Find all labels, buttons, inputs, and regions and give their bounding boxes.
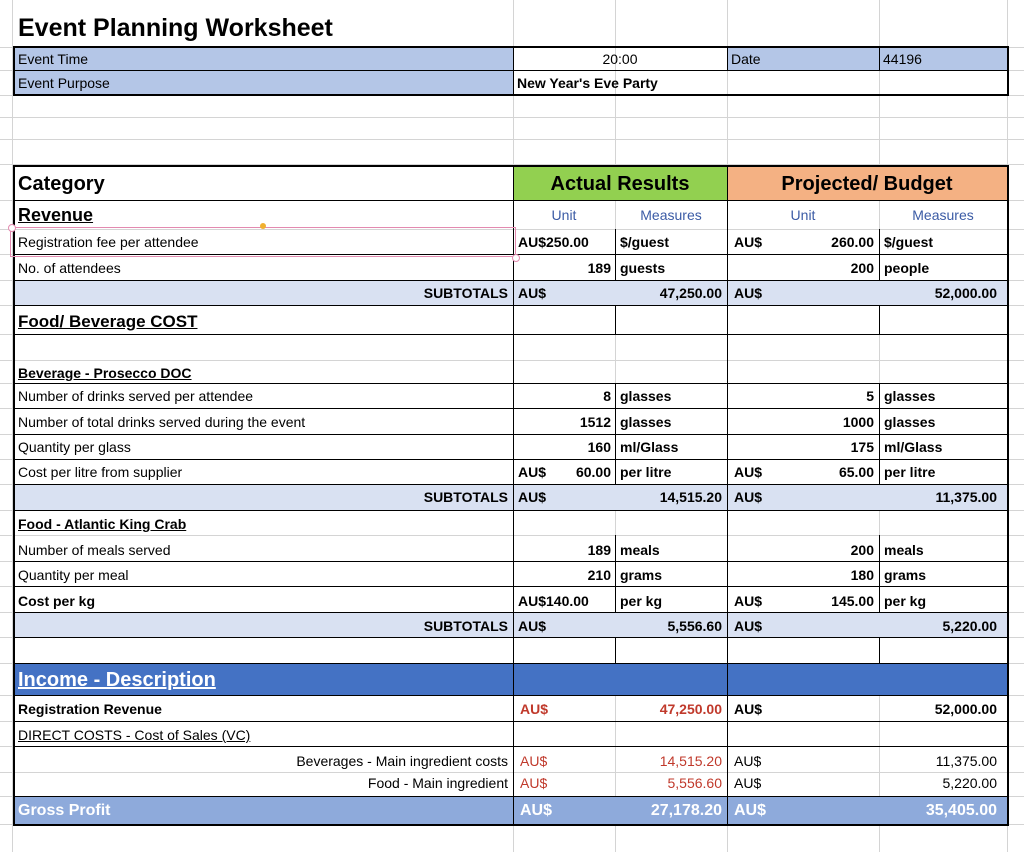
food-cost-proj-currency: AU$	[734, 775, 762, 791]
food-cost-proj[interactable]: 5,220.00	[942, 775, 997, 791]
food-row-proj-unit[interactable]: per kg	[884, 593, 927, 609]
food-cost-actual[interactable]: 5,556.60	[667, 775, 722, 791]
bev-row-proj[interactable]: 5	[866, 388, 874, 404]
bev-row-proj-unit[interactable]: ml/Glass	[884, 439, 943, 455]
food-beverage-heading: Food/ Beverage COST	[18, 312, 198, 331]
beverage-subtotal-label: SUBTOTALS	[423, 489, 508, 505]
revenue-subtotal-actual[interactable]: 47,250.00	[659, 285, 722, 301]
bev-cost-proj-currency: AU$	[734, 753, 762, 769]
food-subtotal-proj[interactable]: 5,220.00	[942, 618, 997, 634]
food-subtotal-actual[interactable]: 5,556.60	[667, 618, 722, 634]
gross-profit-actual-currency: AU$	[520, 802, 553, 819]
bev-row-proj-unit[interactable]: glasses	[884, 414, 936, 430]
header-box	[13, 46, 1009, 96]
registration-revenue-proj-currency: AU$	[734, 701, 763, 717]
projected-budget-header: Projected/ Budget	[781, 173, 953, 195]
event-purpose-label: Event Purpose	[18, 75, 110, 91]
direct-costs-label: DIRECT COSTS - Cost of Sales (VC)	[18, 727, 251, 743]
bev-cost-label[interactable]: Beverages - Main ingredient costs	[296, 753, 508, 769]
bev-row-proj[interactable]: 1000	[842, 414, 874, 430]
bev-cost-actual-currency: AU$	[520, 753, 548, 769]
actual-unit-header: Unit	[551, 207, 577, 223]
beverage-subtotal-actual[interactable]: 14,515.20	[659, 489, 722, 505]
bev-row-label[interactable]: Number of total drinks served during the event	[18, 414, 306, 430]
food-row-actual[interactable]: 189	[587, 542, 611, 558]
bev-row-actual-unit[interactable]: glasses	[620, 414, 672, 430]
attendees-actual[interactable]: 189	[587, 260, 611, 276]
gross-profit-proj[interactable]: 35,405.00	[925, 802, 997, 819]
food-row-label[interactable]: Cost per kg	[18, 593, 96, 609]
bev-row-proj[interactable]: 65.00	[838, 464, 874, 480]
revenue-subtotal-proj-currency: AU$	[734, 285, 763, 301]
food-row-proj[interactable]: 180	[850, 567, 874, 583]
beverage-subtotal-proj-currency: AU$	[734, 489, 763, 505]
food-subtotal-actual-currency: AU$	[518, 618, 547, 634]
selection-handle-corner[interactable]	[512, 254, 520, 262]
beverage-subtotal-proj[interactable]: 11,375.00	[935, 489, 997, 505]
fee-proj[interactable]: 260.00	[831, 234, 874, 250]
selection-handle-top[interactable]	[260, 223, 266, 229]
registration-revenue-actual-currency: AU$	[520, 701, 549, 717]
fee-actual-unit[interactable]: $/guest	[620, 234, 670, 250]
food-row-actual-unit[interactable]: grams	[620, 567, 663, 583]
registration-revenue-proj[interactable]: 52,000.00	[934, 701, 997, 717]
date-label: Date	[731, 51, 761, 67]
attendees-label[interactable]: No. of attendees	[18, 260, 121, 276]
bev-cost-proj[interactable]: 11,375.00	[935, 753, 997, 769]
revenue-heading: Revenue	[18, 205, 94, 225]
food-row-actual-unit[interactable]: per kg	[620, 593, 663, 609]
food-row-actual[interactable]: 210	[587, 567, 611, 583]
bev-row-actual-unit[interactable]: per litre	[620, 464, 672, 480]
fee-label[interactable]: Registration fee per attendee	[18, 234, 199, 250]
bev-cost-actual[interactable]: 14,515.20	[659, 753, 722, 769]
event-time-label: Event Time	[18, 51, 89, 67]
selection-handle[interactable]	[8, 224, 16, 232]
actual-measures-header: Measures	[640, 207, 702, 223]
bev-row-label[interactable]: Number of drinks served per attendee	[18, 388, 254, 404]
projected-unit-header: Unit	[790, 207, 816, 223]
food-row-actual[interactable]: AU$140.00	[518, 593, 589, 609]
bev-row-actual-unit[interactable]: glasses	[620, 388, 672, 404]
food-row-proj[interactable]: 145.00	[831, 593, 874, 609]
actual-results-header: Actual Results	[550, 173, 690, 195]
event-purpose-value[interactable]: New Year's Eve Party	[517, 75, 658, 91]
event-time-value[interactable]: 20:00	[602, 51, 638, 67]
category-header: Category	[18, 173, 105, 195]
revenue-subtotal-label: SUBTOTALS	[423, 285, 508, 301]
food-row-proj-unit[interactable]: grams	[884, 567, 927, 583]
revenue-subtotal-proj[interactable]: 52,000.00	[934, 285, 997, 301]
food-row-actual-unit[interactable]: meals	[620, 542, 660, 558]
date-value[interactable]: 44196	[883, 51, 922, 67]
projected-measures-header: Measures	[912, 207, 974, 223]
bev-row-proj-currency[interactable]: AU$	[734, 464, 763, 480]
food-heading: Food - Atlantic King Crab	[18, 516, 187, 532]
registration-revenue-actual[interactable]: 47,250.00	[659, 701, 722, 717]
beverage-subtotal-actual-currency: AU$	[518, 489, 547, 505]
gross-profit-proj-currency: AU$	[734, 802, 767, 819]
sheet-title: Event Planning Worksheet	[18, 14, 333, 42]
bev-row-proj-unit[interactable]: per litre	[884, 464, 936, 480]
attendees-actual-unit[interactable]: guests	[620, 260, 666, 276]
attendees-proj[interactable]: 200	[850, 260, 874, 276]
fee-actual[interactable]: AU$250.00	[518, 234, 589, 250]
registration-revenue-label[interactable]: Registration Revenue	[18, 701, 162, 717]
food-row-label[interactable]: Quantity per meal	[18, 567, 129, 583]
bev-row-proj[interactable]: 175	[850, 439, 874, 455]
revenue-subtotal-actual-currency: AU$	[518, 285, 547, 301]
food-row-label[interactable]: Number of meals served	[18, 542, 171, 558]
bev-row-label[interactable]: Quantity per glass	[18, 439, 131, 455]
bev-row-proj-unit[interactable]: glasses	[884, 388, 936, 404]
bev-row-actual[interactable]: 8	[603, 388, 611, 404]
bev-row-actual[interactable]: 1512	[579, 414, 611, 430]
bev-row-actual-currency[interactable]: AU$	[518, 464, 547, 480]
bev-row-label[interactable]: Cost per litre from supplier	[18, 464, 183, 480]
bev-row-actual[interactable]: 160	[587, 439, 611, 455]
food-row-proj-unit[interactable]: meals	[884, 542, 924, 558]
gross-profit-actual[interactable]: 27,178.20	[650, 802, 722, 819]
attendees-proj-unit[interactable]: people	[884, 260, 930, 276]
food-row-proj[interactable]: 200	[850, 542, 874, 558]
fee-proj-unit[interactable]: $/guest	[884, 234, 934, 250]
bev-row-actual-unit[interactable]: ml/Glass	[620, 439, 679, 455]
food-subtotal-proj-currency: AU$	[734, 618, 763, 634]
food-cost-actual-currency: AU$	[520, 775, 548, 791]
income-heading: Income - Description	[18, 669, 216, 691]
gross-profit-label: Gross Profit	[18, 802, 111, 819]
food-subtotal-label: SUBTOTALS	[423, 618, 508, 634]
food-row-proj-currency[interactable]: AU$	[734, 593, 763, 609]
fee-proj-currency[interactable]: AU$	[734, 234, 763, 250]
beverage-heading: Beverage - Prosecco DOC	[18, 365, 192, 381]
food-cost-label[interactable]: Food - Main ingredient	[367, 775, 508, 791]
bev-row-actual[interactable]: 60.00	[575, 464, 611, 480]
